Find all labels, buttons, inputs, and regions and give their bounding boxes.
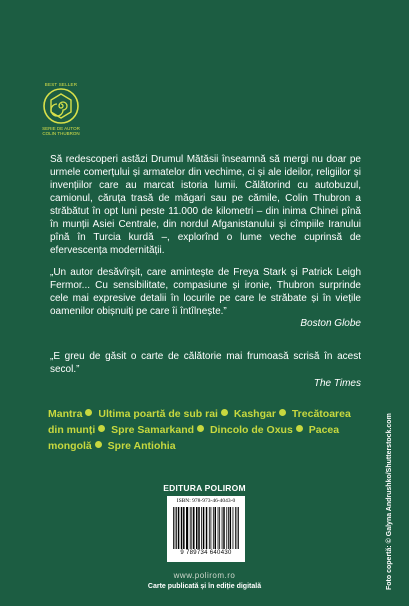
barcode-bar: [181, 507, 182, 549]
barcode-bar: [219, 507, 220, 549]
barcode-bar: [178, 507, 179, 549]
barcode-bar: [206, 507, 207, 549]
publisher-name: EDITURA POLIROM: [163, 483, 246, 493]
chapter-title: Ultima poartă de sub rai: [98, 408, 218, 420]
barcode-bar: [230, 507, 231, 549]
barcode-bar: [203, 507, 204, 549]
barcode-bar: [175, 507, 176, 549]
barcode-number: 9 789734 640430: [180, 550, 232, 556]
isbn-text: ISBN: 978-973-46-4043-0: [176, 498, 236, 504]
barcode-bar: [201, 507, 202, 549]
logo-top-text: BEST SELLER: [44, 82, 78, 87]
barcode-bars: [173, 507, 239, 549]
bullet-dot: [197, 425, 204, 432]
chapter-title: Trecătoarea din munți: [48, 408, 351, 436]
barcode-bar: [209, 507, 210, 549]
review-source: Boston Globe: [300, 318, 361, 329]
barcode: [167, 496, 245, 562]
chapter-list: [48, 406, 368, 454]
bullet-dot: [296, 425, 303, 432]
barcode-bar: [233, 507, 234, 549]
barcode-bar: [176, 507, 177, 549]
review-quote: „E greu de găsit o carte de călătorie mai frumoasă scrisă în acest secol.”: [50, 351, 361, 375]
barcode-bar: [190, 507, 191, 549]
barcode-bar: [223, 507, 224, 549]
chapter-title: Kashgar: [233, 408, 276, 420]
barcode-bar: [198, 507, 199, 549]
bullet-dot: [95, 441, 102, 448]
barcode-bar: [226, 507, 227, 549]
barcode-bar: [237, 507, 238, 549]
spiral-icon: [40, 86, 82, 128]
barcode-bar: [173, 507, 174, 549]
barcode-bar: [215, 507, 216, 549]
chapter-title: Pacea mongolă: [48, 424, 340, 452]
barcode-bar: [183, 507, 184, 549]
barcode-bar: [211, 507, 212, 549]
barcode-bar: [196, 507, 197, 549]
bullet-dot: [98, 425, 105, 432]
barcode-bar: [213, 507, 214, 549]
series-logo: [40, 82, 82, 138]
book-description: Să redescoperi astăzi Drumul Mătăsii înseamnă să mergi nu doar pe urmele comerțului și armatelor din vechime, ci și ale ideilor, religiilor și invențiilor care au marcat istoria lumii. Călătorind cu autobuzul, camionul, căruța trasă de măgari sau pe cămile, Colin Thubron a străbătut în opt luni peste 11.000 de kilometri – din inima Chinei pînă în munții Asiei Centrale, din nordul Afganistanului și cîmpiile Iranului pînă în Turcia kurdă –, explorînd o lume veche cuprinsă de efervescența modernității.: [50, 154, 361, 256]
barcode-bar: [228, 507, 229, 549]
barcode-bar: [235, 507, 236, 549]
chapter-title: Dincolo de Oxus: [209, 424, 293, 436]
barcode-bar: [218, 507, 219, 549]
bullet-dot: [85, 409, 92, 416]
chapter-title: Spre Antiohia: [107, 440, 176, 452]
photo-credit: Foto copertă: © Galyna Andrushko/Shutterstock.com: [386, 413, 393, 590]
logo-bottom-text: SERIE DE AUTOR COLIN THUBRON: [42, 126, 80, 136]
bullet-dot: [279, 409, 286, 416]
review-source: The Times: [313, 378, 361, 389]
publisher-website: www.polirom.ro: [173, 571, 236, 580]
barcode-bar: [191, 507, 192, 549]
digital-edition-note: Carte publicată și în ediție digitală: [147, 583, 262, 590]
barcode-bar: [238, 507, 239, 549]
barcode-bar: [186, 507, 188, 549]
review-quote: „Un autor desăvîrșit, care amintește de Freya Stark și Patrick Leigh Fermor... Cu sensibilitate, compasiune și ironie, Thubron surprinde cele mai expresive detalii în locurile pe care le străbate și în viețile oamenilor obișnuiți pe care îi întîlnește.”: [50, 267, 361, 317]
barcode-bar: [222, 507, 223, 549]
barcode-bar: [193, 507, 194, 549]
chapter-title: Spre Samarkand: [111, 424, 195, 436]
bullet-dot: [221, 409, 228, 416]
chapter-title: Mantra: [48, 408, 83, 420]
